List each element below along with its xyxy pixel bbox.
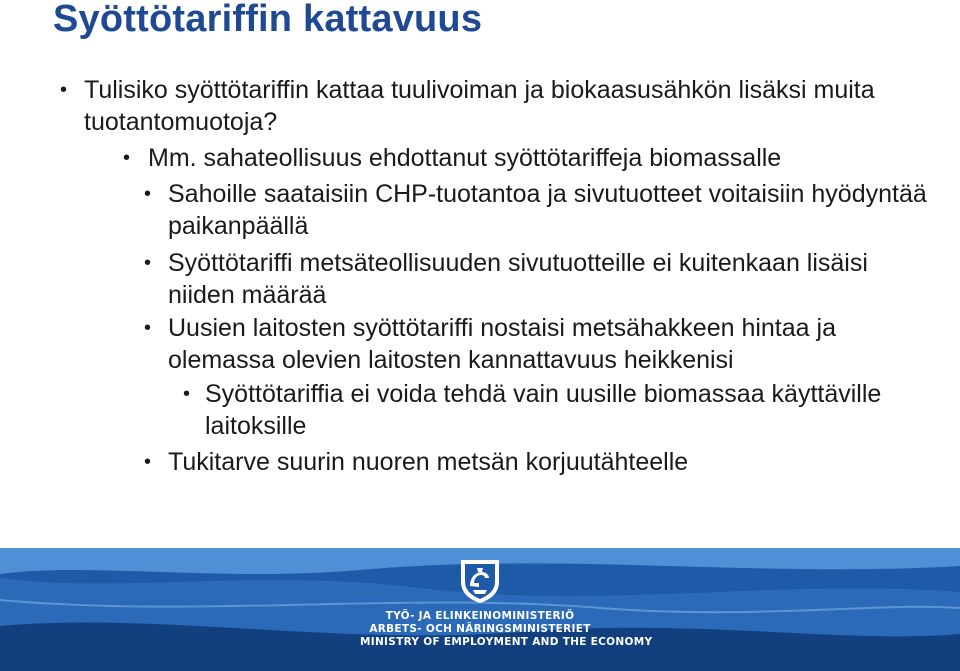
bullet-item (183, 378, 905, 442)
bullet-text: Syöttötariffi metsäteollisuuden sivutuotteille ei kuitenkaan lisäisi niiden määrää (168, 249, 868, 309)
finnish-lion-crest-icon (455, 556, 505, 604)
slide-title: Syöttötariffin kattavuus (53, 0, 483, 40)
bullet-text: Uusien laitosten syöttötariffi nostaisi metsähakkeen hintaa ja olemassa olevien laitosten kannattavuus heikkenisi (168, 314, 836, 374)
ministry-line-sv: ARBETS- OCH NÄRINGSMINISTERIET (369, 623, 591, 635)
bullet-item (123, 142, 908, 174)
bullet-item (60, 74, 904, 138)
bullet-text: Tulisiko syöttötariffin kattaa tuulivoiman ja biokaasusähkön lisäksi muita tuotantomuotoja? (84, 76, 875, 136)
bullet-dot-icon: • (60, 79, 68, 101)
bullet-text: Sahoille saataisiin CHP-tuotantoa ja sivutuotteet voitaisiin hyödyntää paikanpäällä (168, 180, 927, 240)
bullet-item (144, 178, 938, 242)
ministry-line-fi: TYÖ- JA ELINKEINOMINISTERIÖ (385, 610, 575, 622)
bullet-dot-icon: • (144, 451, 152, 473)
footer-band (0, 548, 960, 671)
ministry-name (360, 610, 653, 649)
bullet-dot-icon: • (123, 147, 131, 169)
bullet-dot-icon: • (144, 317, 152, 339)
bullet-text: Syöttötariffia ei voida tehdä vain uusille biomassaa käyttäville laitoksille (205, 380, 882, 440)
bullet-item (144, 312, 938, 376)
bullet-dot-icon: • (144, 183, 152, 205)
bullet-text: Mm. sahateollisuus ehdottanut syöttötariffeja biomassalle (148, 144, 782, 172)
ministry-line-en: MINISTRY OF EMPLOYMENT AND THE ECONOMY (360, 636, 653, 648)
bullet-text: Tukitarve suurin nuoren metsän korjuutähteelle (168, 448, 689, 476)
bullet-item (144, 247, 938, 311)
bullet-item (144, 446, 938, 478)
bullet-dot-icon: • (183, 383, 191, 405)
bullet-dot-icon: • (144, 252, 152, 274)
